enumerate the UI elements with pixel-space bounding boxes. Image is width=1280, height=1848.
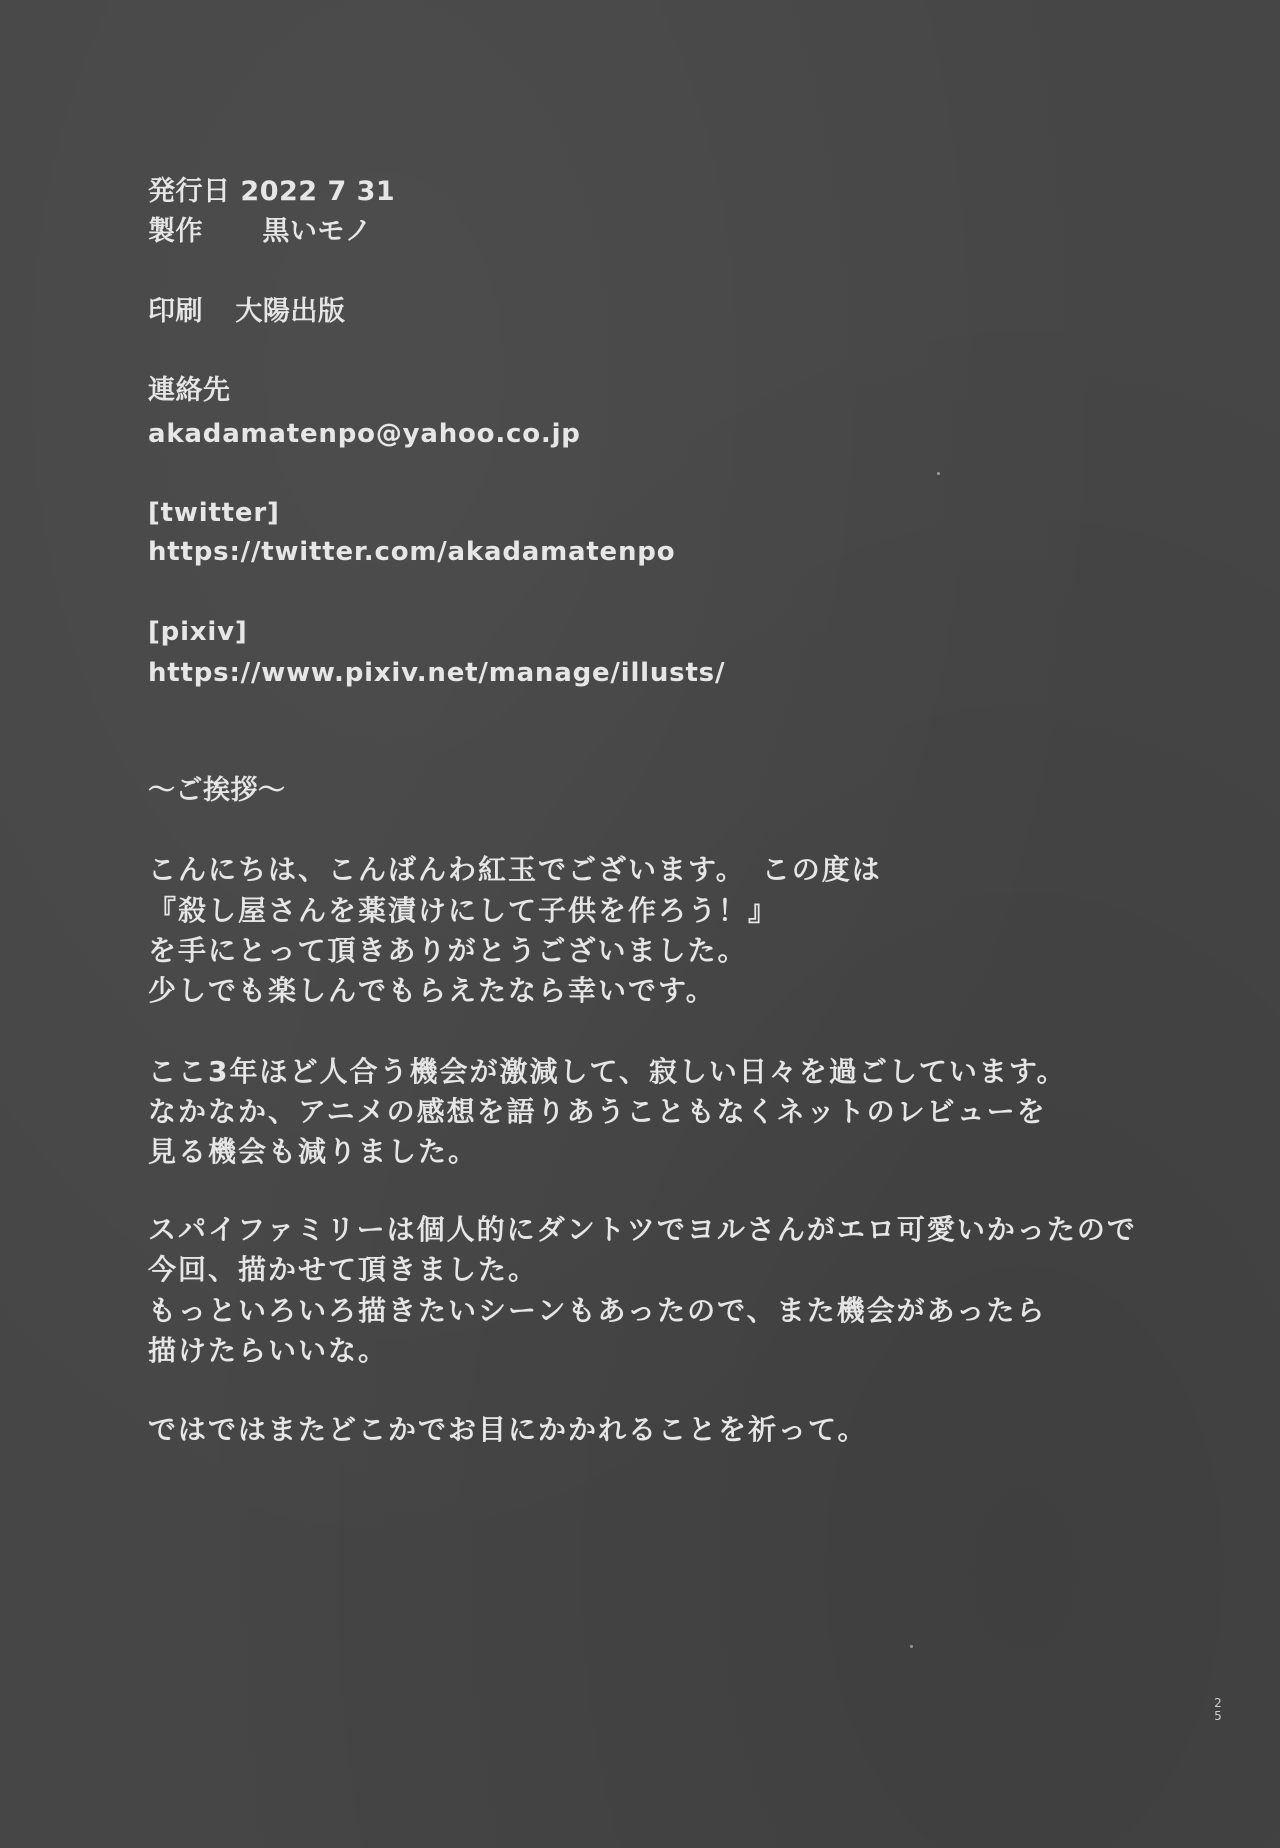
pixiv-url: https://www.pixiv.net/manage/illusts/ (148, 658, 726, 688)
greeting-text-line: ではではまたどこかでお目にかかれることを祈って。 (148, 1413, 868, 1446)
contact-email: akadamatenpo@yahoo.co.jp (148, 419, 581, 449)
page-number-digit: 2 (1214, 1696, 1222, 1710)
issue-date-value: 2022 7 31 (240, 176, 396, 207)
paper-speck (937, 472, 940, 475)
greeting-text-line: スパイファミリーは個人的にダントツでヨルさんがエロ可愛いかったので (148, 1213, 1137, 1246)
greeting-text-line: こんにちは、こんばんわ紅玉でございます。 この度は (148, 853, 882, 886)
printer-value: 大陽出版 (235, 296, 346, 327)
twitter-url: https://twitter.com/akadamatenpo (148, 537, 676, 567)
greeting-text-line: ここ3年ほど人合う機会が激減して、寂しい日々を過ごしています。 (148, 1055, 1067, 1088)
printer-line (148, 295, 345, 329)
producer-value: 黒いモノ (262, 216, 373, 247)
greeting-text-line: 『殺し屋さんを薬漬けにして子供を作ろう！』 (148, 894, 779, 927)
greeting-text-line: もっといろいろ描きたいシーンもあったので、また機会があったら (148, 1294, 1047, 1327)
greeting-text-line: なかなか、アニメの感想を語りあうこともなくネットのレビューを (148, 1095, 1047, 1128)
printer-label: 印刷 (148, 296, 203, 327)
greeting-text-line: 描けたらいいな。 (148, 1334, 389, 1367)
producer-label: 製作 (148, 216, 203, 247)
page-number-digit: 5 (1214, 1709, 1222, 1723)
greeting-heading: ～ご挨拶～ (148, 775, 286, 806)
greeting-text-line: 少しでも楽しんでもらえたなら幸いです。 (148, 974, 716, 1007)
pixiv-label: [pixiv] (148, 617, 248, 647)
issue-date-line (148, 175, 395, 209)
twitter-label: [twitter] (148, 498, 280, 528)
greeting-text-line: 見る機会も減りました。 (148, 1135, 479, 1168)
page-number (1212, 1697, 1224, 1723)
paper-speck (910, 1645, 913, 1648)
producer-line (148, 215, 372, 249)
contact-label: 連絡先 (148, 375, 231, 406)
greeting-text-line: を手にとって頂きありがとうございました。 (148, 934, 748, 967)
greeting-text-line: 今回、描かせて頂きました。 (148, 1253, 539, 1286)
issue-date-label: 発行日 (148, 176, 231, 207)
